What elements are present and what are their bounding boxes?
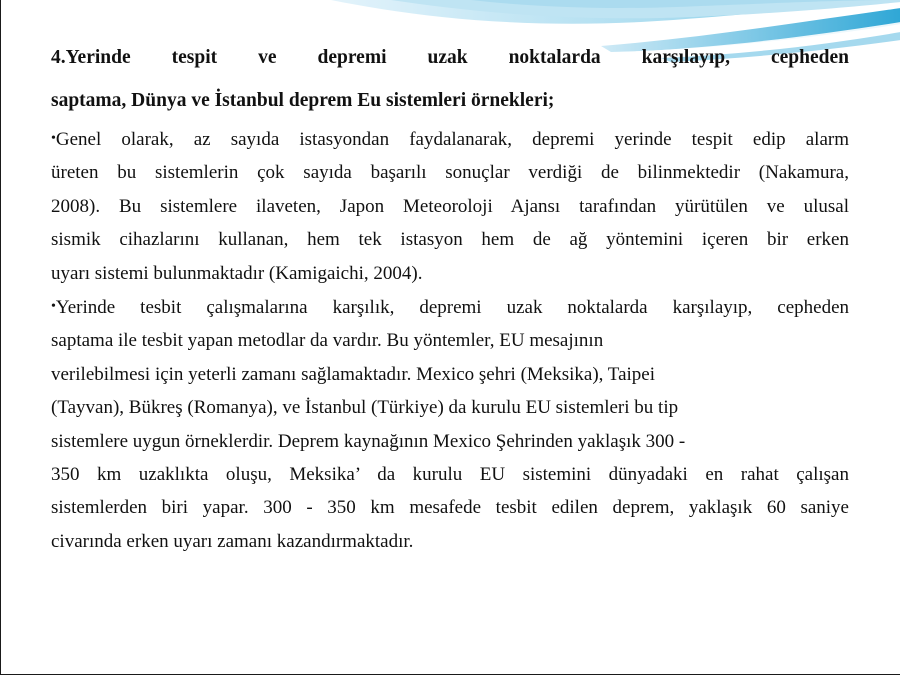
bullet-1-line-4: sismik cihazlarını kullanan, hem tek istasyon hem de ağ yöntemini içeren bir erken <box>51 229 849 251</box>
bullet-2-line-5: sistemlere uygun örneklerdir. Deprem kaynağının Mexico Şehrinden yaklaşık 300 - <box>51 430 686 452</box>
bullet-1-line-5: uyarı sistemi bulunmaktadır (Kamigaichi, 2004). <box>51 262 423 284</box>
slide-heading <box>51 36 849 122</box>
heading-line-2: saptama, Dünya ve İstanbul deprem Eu sistemleri örnekleri; <box>51 90 555 111</box>
bullet-marker: • <box>51 299 56 315</box>
bullet-paragraph-1 <box>51 122 849 290</box>
bullet-2-line-8: civarında erken uyarı zamanı kazandırmaktadır. <box>51 530 414 552</box>
slide-content <box>51 36 849 558</box>
bullet-paragraph-2 <box>51 290 849 558</box>
bullet-2-line-7: sistemlerden biri yapar. 300 - 350 km mesafede tesbit edilen deprem, yaklaşık 60 saniye <box>51 497 849 519</box>
bullet-1-line-3: 2008). Bu sistemlere ilaveten, Japon Meteoroloji Ajansı tarafından yürütülen ve ulusal <box>51 195 849 217</box>
bullet-marker: • <box>51 131 56 146</box>
bullet-1-line-2: üreten bu sistemlerin çok sayıda başarılı sonuçlar verdiği de bilinmektedir (Nakamura, <box>51 162 849 184</box>
bullet-2-line-2: saptama ile tesbit yapan metodlar da vardır. Bu yöntemler, EU mesajının <box>51 330 604 352</box>
bullet-2-line-3: verilebilmesi için yeterli zamanı sağlamaktadır. Mexico şehri (Meksika), Taipei <box>51 363 656 385</box>
bullet-2-line-4: (Tayvan), Bükreş (Romanya), ve İstanbul (Türkiye) da kurulu EU sistemleri bu tip <box>51 397 679 419</box>
bullet-2-line-1: •Yerinde tesbit çalışmalarına karşılık, depremi uzak noktalarda karşılayıp, cepheden <box>51 297 849 319</box>
bullet-2-line-6: 350 km uzaklıkta oluşu, Meksika’ da kurulu EU sistemini dünyadaki en rahat çalışan <box>51 464 849 486</box>
bullet-1-line-1: •Genel olarak, az sayıda istasyondan faydalanarak, depremi yerinde tespit edip alarm <box>51 129 849 150</box>
heading-line-1: 4.Yerinde tespit ve depremi uzak noktalarda karşılayıp, cepheden <box>51 47 849 68</box>
